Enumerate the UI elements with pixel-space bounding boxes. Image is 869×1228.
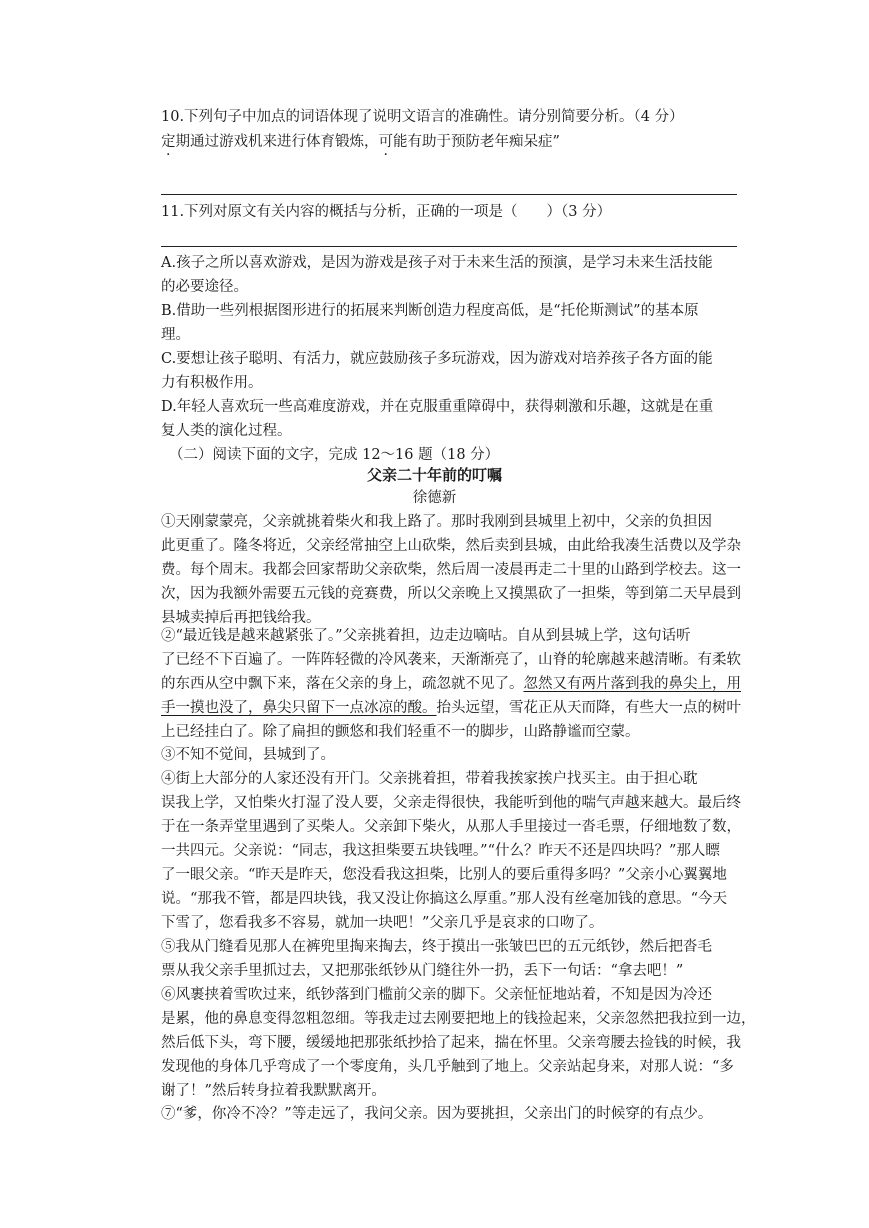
dotted-word: 定 <box>161 134 176 150</box>
option-c-line2: 力有积极作用。 <box>161 375 263 391</box>
p2-line: 上已经挂白了。除了扁担的颤悠和我们轻重不一的脚步，山路静谧而空蒙。 <box>161 724 640 740</box>
p5-line: ⑤我从门缝看见那人在裤兜里掏来掏去，终于摸出一张皱巴巴的五元纸钞，然后把沓毛 <box>161 939 712 955</box>
p4-line: 一共四元。父亲说：“同志，我这担柴要五块钱哩。”“什么？昨天不还是四块吗？”那人瞟 <box>161 843 720 859</box>
p6-line: 然后低下头，弯下腰，缓缓地把那张纸抄拾了起来，揣在怀里。父亲弯腰去捡钱的时候，我 <box>161 1035 741 1051</box>
passage-title: 父亲二十年前的叮嘱 <box>366 466 502 484</box>
p6-line: 谢了！”然后转身拉着我默默离开。 <box>161 1083 386 1099</box>
answer-line <box>161 194 737 195</box>
sentence-text: 期通过游戏机来进行体育锻炼， <box>175 134 379 150</box>
p2-line-3 <box>161 672 741 696</box>
passage-author: 徐德新 <box>412 490 457 506</box>
option-d-line2: 复人类的演化过程。 <box>161 423 292 439</box>
option-b-line1: B.借助一些列根据图形进行的拓展来判断创造力程度高低，是“托伦斯测试”的基本原 <box>161 303 699 319</box>
p3-line: ③不知不觉间，县城到了。 <box>161 747 335 763</box>
p2-text: 抬头远望，雪花正从天而降，有些大一点的树叶 <box>436 700 741 716</box>
p4-line: 了一眼父亲。“昨天是昨天，您没看我这担柴，比别人的要后重得多吗？”父亲小心翼翼地 <box>161 867 727 883</box>
p1-line: 费。每个周末。我都会回家帮助父亲砍柴，然后周一凌晨再走二十里的山路到学校去。这一 <box>161 562 741 578</box>
p2-line: ②“最近钱是越来越紧张了。”父亲挑着担，边走边嘀咕。自从到县城上学，这句话听 <box>161 628 691 644</box>
q10-sentence <box>161 130 741 154</box>
q10-prompt: 10.下列句子中加点的词语体现了说明文语言的准确性。请分别简要分析。（4 分） <box>161 109 684 125</box>
p4-line: 于在一条弄堂里遇到了买柴人。父亲卸下柴火，从那人手里接过一沓毛票，仔细地数了数， <box>161 819 741 835</box>
p4-line: ④街上大部分的人家还没有开门。父亲挑着担，带着我挨家挨户找买主。由于担心耽 <box>161 771 698 787</box>
dotted-word: 可 <box>378 134 393 150</box>
option-c-line1: C.要想让孩子聪明、有活力，就应鼓励孩子多玩游戏，因为游戏对培养孩子各方面的能 <box>161 351 713 367</box>
answer-line <box>161 246 737 247</box>
underlined-sentence: 手一摸也没了，鼻尖只留下一点冰凉的酸。 <box>161 700 437 716</box>
p5-line: 票从我父亲手里抓过去，又把那张纸钞从门缝往外一扔，丢下一句话：“拿去吧！” <box>161 963 684 979</box>
p6-line: 是累，他的鼻息变得忽粗忽细。等我走过去刚要把地上的钱捡起来，父亲忽然把我拉到一边， <box>161 1011 756 1027</box>
p7-line: ⑦“爹，你冷不冷？”等走远了，我问父亲。因为要挑担，父亲出门的时候穿的有点少。 <box>161 1106 713 1122</box>
q11-prompt: 11.下列对原文有关内容的概括与分析，正确的一项是（ ）（3 分） <box>161 204 612 220</box>
p1-line: ①天刚蒙蒙亮，父亲就挑着柴火和我上路了。那时我刚到县城里上初中，父亲的负担因 <box>161 514 712 530</box>
p4-line: 下雪了，您看我多不容易，就加一块吧！”父亲几乎是哀求的口吻了。 <box>161 915 604 931</box>
p1-line: 县城卖掉后再把钱给我。 <box>161 610 321 626</box>
p1-line: 此更重了。隆冬将近，父亲经常抽空上山砍柴，然后卖到县城，由此给我凑生活费以及学杂 <box>161 538 741 554</box>
sentence-text: 能有助于预防老年痴呆症” <box>393 134 560 150</box>
option-a-line1: A.孩子之所以喜欢游戏，是因为游戏是孩子对于未来生活的预演，是学习未来生活技能 <box>161 255 713 271</box>
p2-line-4 <box>161 696 741 720</box>
p2-text: 的东西从空中飘下来，落在父亲的身上，疏忽就不见了。 <box>161 676 524 692</box>
underlined-sentence: 忽然又有两片落到我的鼻尖上，用 <box>523 676 741 692</box>
p4-line: 误我上学，又怕柴火打湿了没人要，父亲走得很快，我能听到他的喘气声越来越大。最后终 <box>161 795 741 811</box>
option-a-line2: 的必要途径。 <box>161 279 248 295</box>
p2-line: 了已经不下百遍了。一阵阵轻微的冷风袭来，天渐渐亮了，山脊的轮廓越来越清晰。有柔软 <box>161 652 741 668</box>
option-d-line1: D.年轻人喜欢玩一些高难度游戏，并在克服重重障碍中，获得刺激和乐趣，这就是在重 <box>161 399 714 415</box>
p6-line: 发现他的身体几乎弯成了一个零度角，头几乎触到了地上。父亲站起身来，对那人说：“多 <box>161 1059 734 1075</box>
section-heading: （二）阅读下面的文字，完成 12～16 题（18 分） <box>169 447 500 463</box>
p1-line: 次，因为我额外需要五元钱的竞赛费，所以父亲晚上又摸黑砍了一担柴，等到第二天早晨到 <box>161 586 741 602</box>
p4-line: 说。“那我不管，都是四块钱，我又没让你搞这么厚重。”那人没有丝毫加钱的意思。“今天 <box>161 891 727 907</box>
p6-line: ⑥风裹挟着雪吹过来，纸钞落到门槛前父亲的脚下。父亲怔怔地站着，不知是因为冷还 <box>161 987 712 1003</box>
option-b-line2: 理。 <box>161 327 190 343</box>
